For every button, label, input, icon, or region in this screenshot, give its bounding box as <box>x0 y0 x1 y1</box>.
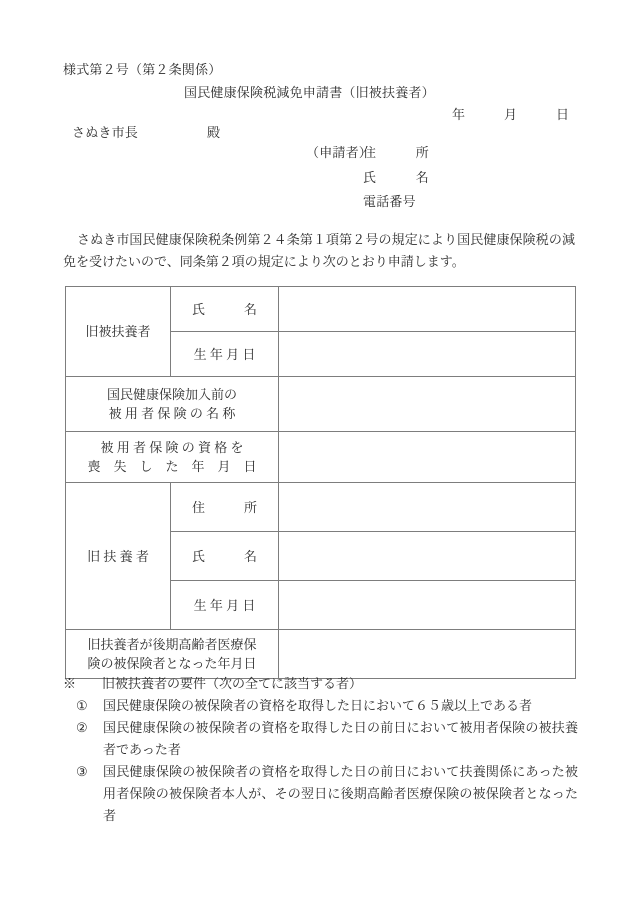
cell-label-line-1: 被 用 者 保 険 の 資 格 を <box>100 440 244 455</box>
addressee-honorific: 殿 <box>207 125 221 140</box>
applicant-address-label[interactable]: 住 所 <box>363 145 430 160</box>
sub-label-former-supporter-birthdate <box>171 581 279 630</box>
entry-former-supporter-birthdate[interactable] <box>279 581 576 630</box>
cell-label: 旧被扶養者 <box>85 324 151 339</box>
intro-paragraph: さぬき市国民健康保険税条例第２４条第１項第２号の規定により国民健康保険税の減免を受けたいので、同条第２項の規定により次のとおり申請します。 <box>63 232 575 269</box>
label-previous-insurance-name <box>66 377 279 432</box>
cell-label: 生 年 月 日 <box>193 597 256 613</box>
entry-former-dependent-name[interactable] <box>279 287 576 332</box>
note-text-1: 国民健康保険の被保険者の資格を取得した日において６５歳以上である者 <box>103 698 533 713</box>
applicant-label: （申請者） <box>306 145 373 160</box>
cell-label: 旧 扶 養 者 <box>87 548 149 564</box>
addressee-name: さぬき市長 <box>72 125 139 140</box>
document-title: 国民健康保険税減免申請書（旧被扶養者） <box>184 85 435 100</box>
sub-label-former-dependent-birthdate <box>171 332 279 377</box>
label-insurance-loss-date <box>66 432 279 483</box>
sub-label-former-supporter-name <box>171 532 279 581</box>
application-table <box>65 286 576 679</box>
entry-insurance-loss-date[interactable] <box>279 432 576 483</box>
applicant-telephone-label[interactable]: 電話番号 <box>363 194 416 209</box>
table-row <box>66 432 576 483</box>
applicant-name-label[interactable]: 氏 名 <box>363 170 430 185</box>
table-row <box>66 287 576 332</box>
notes-heading-marker: ※ <box>63 676 77 691</box>
row-group-label-former-supporter <box>66 483 171 630</box>
table-row <box>66 377 576 432</box>
note-marker-3: ③ <box>76 764 88 779</box>
table-row <box>66 483 576 532</box>
notes-section <box>63 673 578 827</box>
row-group-label-former-dependent <box>66 287 171 377</box>
cell-label: 住 所 <box>191 499 257 515</box>
notes-heading <box>63 673 578 695</box>
cell-label: 生 年 月 日 <box>193 346 256 362</box>
note-item <box>76 717 578 761</box>
cell-label: 氏 名 <box>191 301 257 317</box>
notes-heading-text: 旧被扶養者の要件（次の全てに該当する者） <box>102 676 363 691</box>
cell-label: 氏 名 <box>191 548 257 564</box>
note-text-2: 国民健康保険の被保険者の資格を取得した日の前日において被用者保険の被扶養者であった者 <box>103 720 578 757</box>
entry-latter-elderly-enrollment-date[interactable] <box>279 630 576 679</box>
cell-label-line-2: 被 用 者 保 険 の 名 称 <box>108 406 236 421</box>
entry-former-supporter-address[interactable] <box>279 483 576 532</box>
cell-label-line-2: 喪 失 し た 年 月 日 <box>87 459 257 474</box>
form-number-label: 様式第２号（第２条関係） <box>63 62 222 77</box>
sub-label-former-supporter-address <box>171 483 279 532</box>
label-latter-elderly-enrollment-date <box>66 630 279 679</box>
cell-label-line-1: 国民健康保険加入前の <box>106 387 237 402</box>
note-marker-1: ① <box>76 698 88 713</box>
note-marker-2: ② <box>76 720 88 735</box>
date-entry-line[interactable]: 年 月 日 <box>452 107 570 122</box>
entry-former-supporter-name[interactable] <box>279 532 576 581</box>
entry-former-dependent-birthdate[interactable] <box>279 332 576 377</box>
note-item <box>76 761 578 827</box>
cell-label-line-2: 険の被保険者となった年月日 <box>87 656 257 671</box>
table-row <box>66 630 576 679</box>
cell-label-line-1: 旧扶養者が後期高齢者医療保 <box>87 637 257 652</box>
note-item <box>76 695 578 717</box>
note-text-3: 国民健康保険の被保険者の資格を取得した日の前日において扶養関係にあった被用者保険の被保険者本人が、その翌日に後期高齢者医療保険の被保険者となった者 <box>103 764 578 823</box>
sub-label-former-dependent-name <box>171 287 279 332</box>
entry-previous-insurance-name[interactable] <box>279 377 576 432</box>
